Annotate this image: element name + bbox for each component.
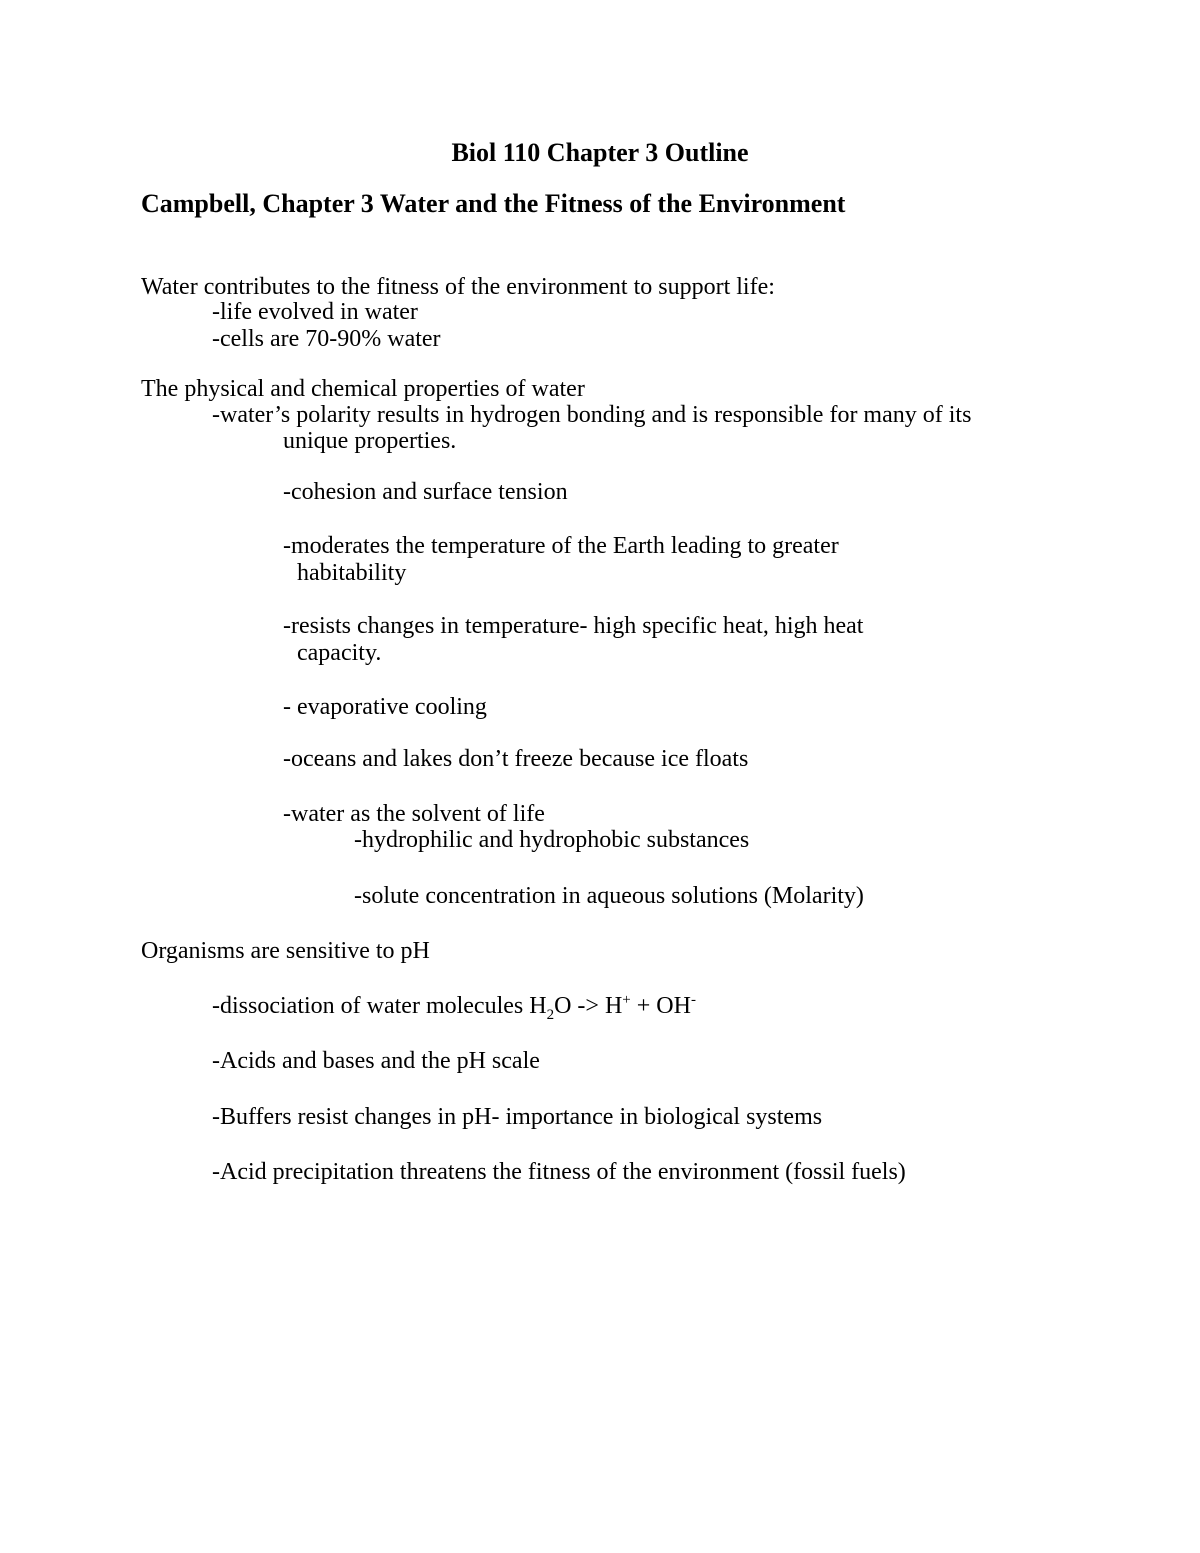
outline-item: -Buffers resist changes in pH- importance in biological systems — [212, 1104, 823, 1130]
outline-item: -Acids and bases and the pH scale — [212, 1048, 540, 1074]
outline-item-dissociation — [212, 992, 696, 1023]
outline-item: -oceans and lakes don’t freeze because ice floats — [283, 746, 749, 772]
outline-subitem: -solute concentration in aqueous solutions (Molarity) — [354, 883, 864, 909]
outline-item: -water’s polarity results in hydrogen bonding and is responsible for many of its — [212, 402, 972, 428]
outline-item: -water as the solvent of life — [283, 801, 545, 827]
section-heading-properties: The physical and chemical properties of water — [141, 376, 585, 402]
outline-subitem: -hydrophilic and hydrophobic substances — [354, 827, 750, 853]
outline-item: -resists changes in temperature- high specific heat, high heat — [283, 613, 864, 639]
superscript-plus: + — [622, 992, 631, 1008]
outline-item-continuation: unique properties. — [283, 428, 457, 454]
subscript-two: 2 — [546, 1006, 555, 1023]
outline-item: -moderates the temperature of the Earth leading to greater — [283, 533, 839, 559]
page-title: Biol 110 Chapter 3 Outline — [451, 138, 749, 167]
outline-item: -cohesion and surface tension — [283, 479, 568, 505]
outline-item: -cells are 70-90% water — [212, 326, 441, 352]
page-subtitle: Campbell, Chapter 3 Water and the Fitness of the Environment — [141, 189, 846, 218]
outline-item: - evaporative cooling — [283, 694, 487, 720]
outline-item: -Acid precipitation threatens the fitness of the environment (fossil fuels) — [212, 1159, 906, 1185]
outline-item: -life evolved in water — [212, 299, 418, 325]
dissociation-text: -dissociation of water molecules H — [212, 993, 547, 1019]
section-heading-ph: Organisms are sensitive to pH — [141, 938, 430, 964]
outline-item-continuation: habitability — [297, 560, 407, 586]
section-heading-water-fitness: Water contributes to the fitness of the environment to support life: — [141, 274, 775, 300]
outline-item-continuation: capacity. — [297, 640, 382, 666]
dissociation-text: + OH — [630, 993, 691, 1019]
superscript-minus: - — [690, 992, 696, 1008]
dissociation-text: O -> H — [554, 993, 623, 1019]
